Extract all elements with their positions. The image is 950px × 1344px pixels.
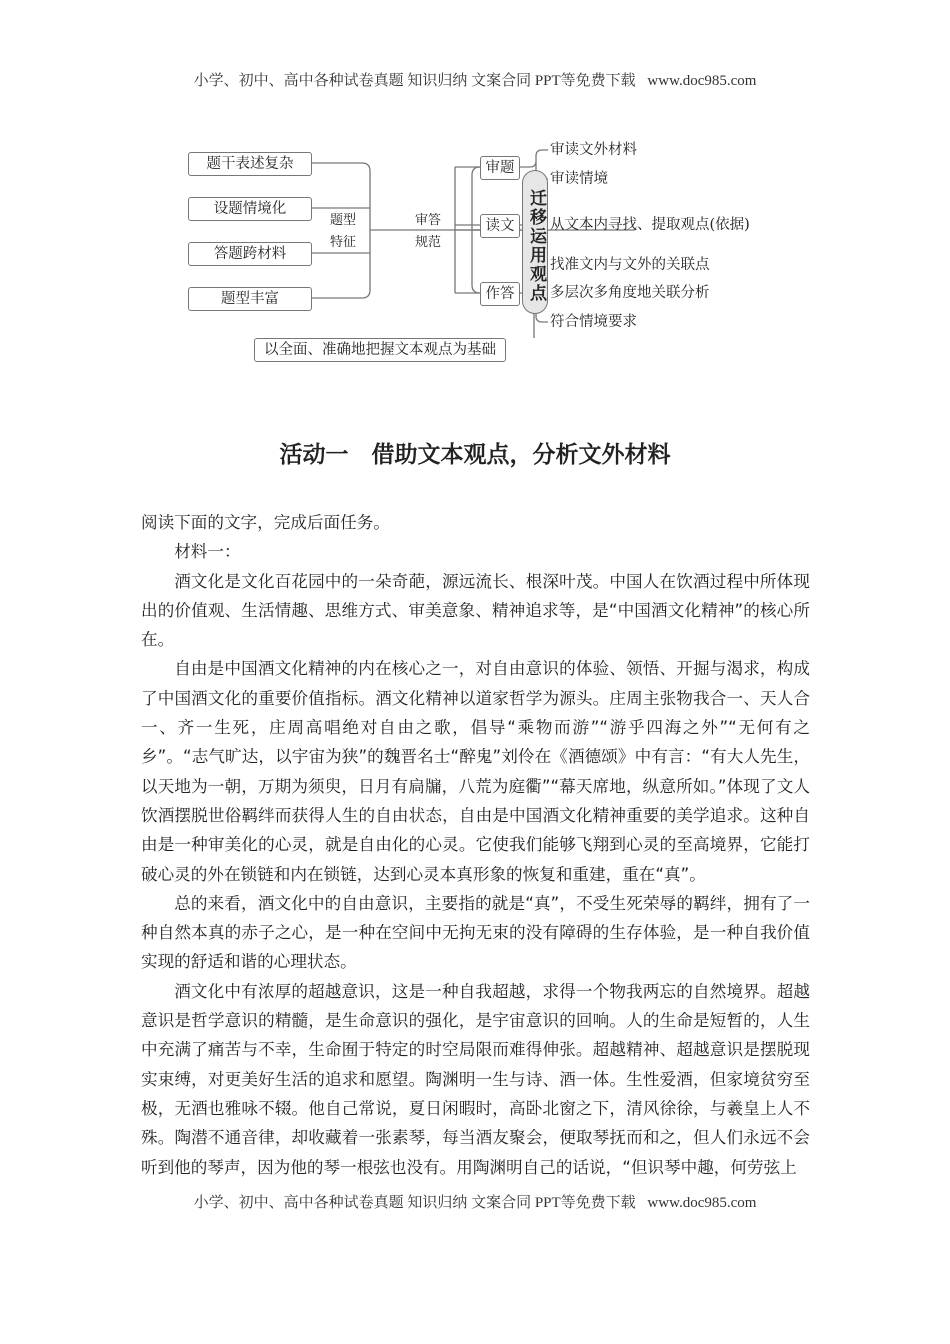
- leaf-item: 审读情境: [550, 171, 608, 187]
- step-box: 审题: [480, 156, 520, 180]
- center-topic: 迁移运用观点: [522, 170, 548, 314]
- leaf-item: 从文本内寻找、提取观点(依据): [550, 217, 750, 233]
- instruction: 阅读下面的文字，完成后面任务。: [141, 513, 390, 532]
- feature-box: 题干表述复杂: [188, 152, 312, 176]
- leaf-item: 找准文内与文外的关联点: [550, 257, 710, 273]
- section-title: 活动一 借助文本观点，分析文外材料: [279, 442, 671, 468]
- paragraph: 酒文化中有浓厚的超越意识，这是一种自我超越，求得一个物我两忘的自然境界。超越意识是哲学意识的精髓，是生命意识的强化，是宇宙意识的回响。人的生命是短暂的，人生中充满了痛苦与不幸，生命囿于特定的时空局限而难得伸张。超越精神、超越意识是摆脱现实束缚，对更美好生活的追求和愿望。陶渊明一生与诗、酒一体。生性爱酒，但家境贫穷至极，无酒也雅咏不辍。他自己常说，夏日闲暇时，高卧北窗之下，清风徐徐，与羲皇上人不殊。陶潜不通音律，却收藏着一张素琴，每当酒友聚会，便取琴抚而和之，但人们永远不会听到他的琴声，因为他的琴一根弦也没有。用陶渊明自己的话说，“但识琴中趣，何劳弦上: [141, 981, 810, 1177]
- left-branch-label: 题型特征: [329, 213, 356, 250]
- feature-box: 题型丰富: [188, 287, 312, 311]
- leaf-item: 审读文外材料: [550, 142, 637, 158]
- foundation-box: 以全面、准确地把握文本观点为基础: [254, 338, 506, 362]
- leaf-item: 多层次多角度地关联分析: [550, 285, 710, 301]
- page-header: [0, 69, 950, 90]
- footer-text: 小学、初中、高中各种试卷真题 知识归纳 文案合同 PPT等免费下载: [193, 1195, 636, 1211]
- feature-box: 设题情境化: [188, 197, 312, 221]
- step-box: 作答: [480, 282, 520, 306]
- mind-map: [180, 130, 760, 370]
- paragraph: 总的来看，酒文化中的自由意识，主要指的就是“真”，不受生死荣辱的羁绊，拥有了一种自然本真的赤子之心，是一种在空间中无拘无束的没有障碍的生存体验，是一种自我价值实现的舒适和谐的心理状态。: [141, 893, 810, 972]
- leaf-item: 符合情境要求: [550, 314, 637, 330]
- footer-url[interactable]: www.doc985.com: [647, 1195, 757, 1211]
- material-label: 材料一：: [174, 542, 241, 562]
- right-branch-label: 审答规范: [414, 213, 441, 250]
- reading-material: [141, 508, 810, 1182]
- page-footer: [0, 1191, 950, 1212]
- header-text: 小学、初中、高中各种试卷真题 知识归纳 文案合同 PPT等免费下载: [193, 73, 636, 89]
- paragraph: 自由是中国酒文化精神的内在核心之一，对自由意识的体验、领悟、开掘与渴求，构成了中国酒文化的重要价值指标。酒文化精神以道家哲学为源头。庄周主张物我合一、天人合一、齐一生死，庄周高唱绝对自由之歌，倡导“乘物而游”“游乎四海之外”“无何有之乡”。“志气旷达，以宇宙为狭”的魏晋名士“醉鬼”刘伶在《酒德颂》中有言：“有大人先生，以天地为一朝，万期为须臾，日月有扃牖，八荒为庭衢”“幕天席地，纵意所如。”体现了文人饮酒摆脱世俗羁绊而获得人生的自由状态，自由是中国酒文化精神重要的美学追求。这种自由是一种审美化的心灵，就是自由化的心灵。它使我们能够飞翔到心灵的至高境界，它能打破心灵的外在锁链和内在锁链，达到心灵本真形象的恢复和重建，重在“真”。: [141, 659, 810, 884]
- step-box: 读文: [480, 214, 520, 238]
- feature-box: 答题跨材料: [188, 242, 312, 266]
- header-url[interactable]: www.doc985.com: [647, 73, 757, 89]
- paragraph: 酒文化是文化百花园中的一朵奇葩，源远流长、根深叶茂。中国人在饮酒过程中所体现出的价值观、生活情趣、思维方式、审美意象、精神追求等，是“中国酒文化精神”的核心所在。: [141, 571, 810, 650]
